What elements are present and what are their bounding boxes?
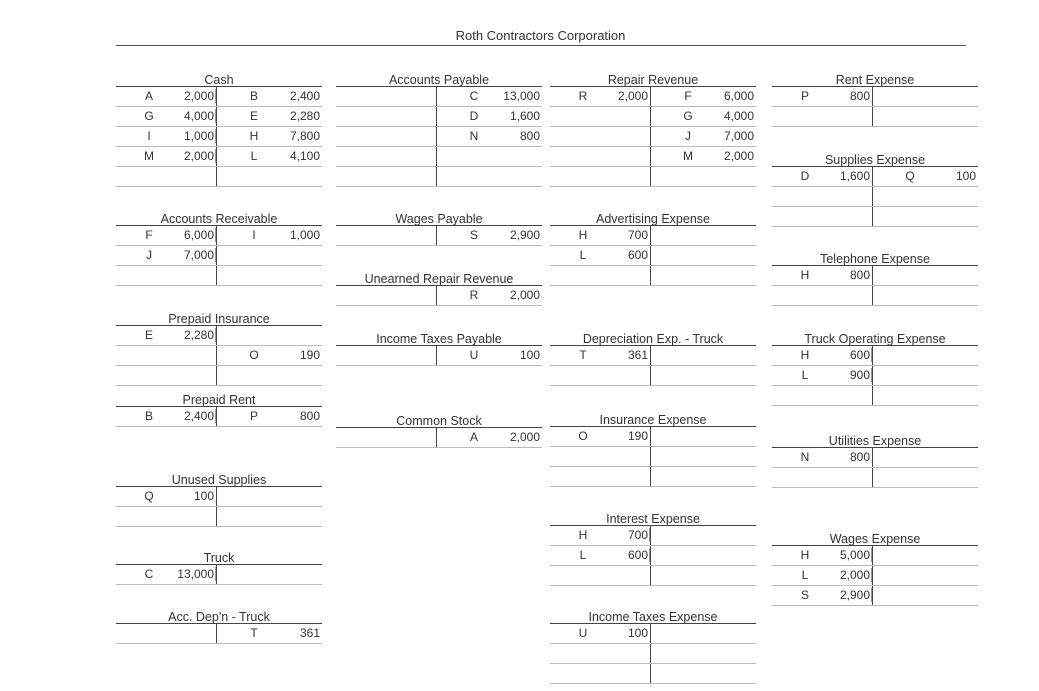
- debit-entry: [550, 228, 756, 244]
- row-rule: [772, 285, 978, 286]
- row-rule: [550, 126, 756, 127]
- entry-letter: O: [249, 348, 259, 362]
- debit-entry: [772, 548, 978, 564]
- account-name: Income Taxes Expense: [588, 610, 718, 624]
- entry-letter: A: [469, 430, 478, 444]
- row-rule: [550, 186, 756, 187]
- entry-amount: 800: [519, 129, 540, 143]
- account-top-rule: [550, 623, 756, 624]
- entry-amount: 1,600: [509, 109, 540, 123]
- entry-amount: 2,400: [156, 409, 216, 423]
- entry-amount: 2,000: [156, 149, 216, 163]
- entry-letter: F: [684, 89, 692, 103]
- row-rule: [336, 126, 542, 127]
- row-rule: [550, 486, 756, 487]
- row-rule: [772, 467, 978, 468]
- entry-letter: B: [249, 89, 258, 103]
- debit-entry: [772, 268, 978, 284]
- row-rule: [550, 466, 756, 467]
- debit-entry: [772, 89, 978, 105]
- account-top-rule: [772, 265, 978, 266]
- row-rule: [116, 166, 322, 167]
- credit-entry: [336, 430, 542, 446]
- account-top-rule: [772, 447, 978, 448]
- account-name: Wages Payable: [395, 212, 483, 226]
- credit-entry: [116, 409, 322, 425]
- entry-amount: 190: [627, 429, 648, 443]
- entry-amount: 6,000: [156, 228, 216, 242]
- entry-amount: 4,000: [723, 109, 754, 123]
- row-rule: [116, 584, 322, 585]
- entry-letter: L: [579, 248, 587, 262]
- entry-letter: L: [579, 548, 587, 562]
- entry-letter: C: [144, 567, 154, 581]
- row-rule: [336, 365, 542, 366]
- entry-letter: T: [250, 626, 258, 640]
- entry-amount: 700: [590, 528, 650, 542]
- entry-amount: 800: [299, 409, 320, 423]
- account-top-rule: [550, 525, 756, 526]
- entry-letter: E: [249, 109, 258, 123]
- row-rule: [550, 106, 756, 107]
- credit-entry: [336, 228, 542, 244]
- row-rule: [772, 487, 978, 488]
- account-top-rule: [336, 285, 542, 286]
- debit-entry: [550, 548, 756, 564]
- entry-letter: U: [469, 348, 479, 362]
- entry-letter: Q: [144, 489, 154, 503]
- account-name: Unearned Repair Revenue: [364, 272, 514, 286]
- entry-letter: F: [145, 228, 153, 242]
- entry-amount: 7,000: [723, 129, 754, 143]
- entry-letter: D: [800, 169, 810, 183]
- credit-entry: [550, 149, 756, 165]
- entry-amount: 800: [849, 450, 870, 464]
- row-rule: [116, 265, 322, 266]
- entry-letter: H: [578, 528, 588, 542]
- debit-entry: [772, 568, 978, 584]
- account-name: Prepaid Insurance: [168, 312, 270, 326]
- entry-letter: S: [469, 228, 478, 242]
- row-rule: [336, 166, 542, 167]
- account-name: Rent Expense: [835, 73, 915, 87]
- row-rule: [336, 146, 542, 147]
- account-name: Repair Revenue: [607, 73, 699, 87]
- entry-letter: M: [683, 149, 693, 163]
- account-name: Cash: [204, 73, 234, 87]
- debit-entry: [116, 489, 322, 505]
- account-top-rule: [772, 166, 978, 167]
- row-rule: [772, 226, 978, 227]
- debit-entry: [550, 626, 756, 642]
- credit-entry: [116, 129, 322, 145]
- entry-letter: J: [685, 129, 691, 143]
- entry-letter: E: [144, 328, 153, 342]
- account-name: Utilities Expense: [828, 434, 922, 448]
- entry-amount: 800: [849, 268, 870, 282]
- entry-letter: O: [578, 429, 588, 443]
- entry-amount: 4,000: [156, 109, 216, 123]
- entry-amount: 7,800: [289, 129, 320, 143]
- entry-letter: G: [683, 109, 693, 123]
- account-top-rule: [116, 623, 322, 624]
- row-rule: [550, 663, 756, 664]
- entry-letter: D: [469, 109, 479, 123]
- title-rule: [116, 45, 966, 46]
- debit-entry: [550, 528, 756, 544]
- account-name: Interest Expense: [606, 512, 700, 526]
- account-name: Prepaid Rent: [182, 393, 256, 407]
- account-name: Truck: [203, 551, 235, 565]
- entry-amount: 4,100: [289, 149, 320, 163]
- row-rule: [550, 285, 756, 286]
- credit-entry: [336, 348, 542, 364]
- entry-amount: 1,600: [839, 169, 870, 183]
- account-name: Supplies Expense: [824, 153, 926, 167]
- debit-entry: [772, 588, 978, 604]
- row-rule: [116, 285, 322, 286]
- entry-letter: G: [144, 109, 154, 123]
- entry-amount: 2,000: [812, 568, 872, 582]
- row-rule: [772, 565, 978, 566]
- account-name: Accounts Payable: [388, 73, 490, 87]
- row-rule: [550, 683, 756, 684]
- entry-amount: 13,000: [503, 89, 540, 103]
- entry-letter: J: [146, 248, 152, 262]
- account-top-rule: [116, 325, 322, 326]
- credit-entry: [550, 129, 756, 145]
- row-rule: [116, 643, 322, 644]
- account-top-rule: [116, 564, 322, 565]
- entry-letter: I: [252, 228, 256, 242]
- debit-entry: [550, 248, 756, 264]
- row-rule: [116, 146, 322, 147]
- account-top-rule: [772, 545, 978, 546]
- debit-entry: [772, 450, 978, 466]
- entry-letter: C: [469, 89, 479, 103]
- entry-letter: Q: [905, 169, 915, 183]
- entry-amount: 800: [849, 89, 870, 103]
- entry-letter: T: [579, 348, 587, 362]
- credit-entry: [336, 89, 542, 105]
- entry-amount: 900: [812, 368, 872, 382]
- row-rule: [550, 365, 756, 366]
- entry-amount: 100: [955, 169, 976, 183]
- row-rule: [116, 126, 322, 127]
- row-rule: [116, 506, 322, 507]
- entry-amount: 100: [519, 348, 540, 362]
- row-rule: [116, 385, 322, 386]
- row-rule: [550, 585, 756, 586]
- account-name: Common Stock: [396, 414, 482, 428]
- row-rule: [336, 186, 542, 187]
- row-rule: [550, 545, 756, 546]
- row-rule: [336, 245, 542, 246]
- row-rule: [772, 206, 978, 207]
- entry-amount: 2,000: [509, 288, 540, 302]
- row-rule: [116, 186, 322, 187]
- row-rule: [772, 585, 978, 586]
- debit-entry: [550, 429, 756, 445]
- entry-letter: R: [578, 89, 588, 103]
- entry-letter: U: [578, 626, 588, 640]
- row-rule: [116, 365, 322, 366]
- account-name: Accounts Receivable: [160, 212, 278, 226]
- account-name: Unused Supplies: [171, 473, 267, 487]
- account-top-rule: [116, 86, 322, 87]
- credit-entry: [116, 348, 322, 364]
- row-rule: [550, 643, 756, 644]
- row-rule: [772, 305, 978, 306]
- entry-amount: 2,280: [289, 109, 320, 123]
- entry-amount: 100: [627, 626, 648, 640]
- account-top-rule: [116, 225, 322, 226]
- credit-entry: [116, 89, 322, 105]
- account-top-rule: [336, 345, 542, 346]
- entry-letter: M: [144, 149, 154, 163]
- row-rule: [116, 526, 322, 527]
- page-title: Roth Contractors Corporation: [455, 28, 626, 43]
- credit-entry: [116, 228, 322, 244]
- entry-letter: N: [469, 129, 479, 143]
- entry-amount: 2,280: [156, 328, 216, 342]
- entry-letter: S: [800, 588, 809, 602]
- entry-amount: 2,000: [723, 149, 754, 163]
- entry-amount: 600: [590, 548, 650, 562]
- entry-amount: 600: [627, 248, 648, 262]
- account-top-rule: [336, 86, 542, 87]
- row-rule: [772, 605, 978, 606]
- account-name: Truck Operating Expense: [804, 332, 946, 346]
- account-name: Income Taxes Payable: [376, 332, 502, 346]
- account-top-rule: [550, 86, 756, 87]
- row-rule: [336, 447, 542, 448]
- row-rule: [116, 245, 322, 246]
- entry-amount: 5,000: [812, 548, 872, 562]
- debit-entry: [772, 348, 978, 364]
- row-rule: [550, 446, 756, 447]
- account-name: Acc. Dep'n - Truck: [168, 610, 270, 624]
- credit-entry: [550, 109, 756, 125]
- account-top-rule: [336, 225, 542, 226]
- credit-entry: [116, 626, 322, 642]
- entry-letter: B: [144, 409, 153, 423]
- credit-entry: [336, 109, 542, 125]
- credit-entry: [336, 288, 542, 304]
- entry-letter: N: [800, 450, 810, 464]
- row-rule: [550, 166, 756, 167]
- entry-letter: I: [147, 129, 151, 143]
- row-rule: [336, 106, 542, 107]
- debit-entry: [772, 368, 978, 384]
- row-rule: [116, 426, 322, 427]
- account-name: Wages Expense: [829, 532, 921, 546]
- debit-entry: [116, 567, 322, 583]
- entry-amount: 2,900: [812, 588, 872, 602]
- entry-amount: 2,400: [289, 89, 320, 103]
- entry-amount: 1,000: [289, 228, 320, 242]
- row-rule: [772, 126, 978, 127]
- row-rule: [550, 565, 756, 566]
- entry-letter: L: [801, 568, 809, 582]
- row-rule: [772, 405, 978, 406]
- row-rule: [550, 245, 756, 246]
- account-name: Depreciation Exp. - Truck: [582, 332, 724, 346]
- row-rule: [772, 106, 978, 107]
- entry-letter: A: [144, 89, 153, 103]
- row-rule: [550, 385, 756, 386]
- row-rule: [772, 365, 978, 366]
- entry-amount: 700: [627, 228, 648, 242]
- row-rule: [550, 146, 756, 147]
- debit-entry: [116, 328, 322, 344]
- entry-amount: 1,000: [156, 129, 216, 143]
- entry-amount: 7,000: [156, 248, 216, 262]
- debit-entry: [116, 248, 322, 264]
- entry-letter: P: [800, 89, 809, 103]
- entry-letter: L: [801, 368, 809, 382]
- account-top-rule: [336, 427, 542, 428]
- credit-entry: [116, 149, 322, 165]
- account-top-rule: [550, 225, 756, 226]
- row-rule: [116, 345, 322, 346]
- entry-amount: 361: [299, 626, 320, 640]
- entry-amount: 2,000: [617, 89, 648, 103]
- entry-letter: H: [800, 548, 810, 562]
- entry-letter: H: [800, 348, 810, 362]
- entry-letter: R: [469, 288, 479, 302]
- credit-entry: [772, 169, 978, 185]
- account-name: Advertising Expense: [596, 212, 710, 226]
- row-rule: [550, 265, 756, 266]
- entry-amount: 13,000: [156, 567, 216, 581]
- entry-amount: 100: [193, 489, 214, 503]
- entry-amount: 6,000: [723, 89, 754, 103]
- entry-amount: 600: [812, 348, 872, 362]
- account-name: Telephone Expense: [820, 252, 930, 266]
- row-rule: [336, 305, 542, 306]
- entry-amount: 2,900: [509, 228, 540, 242]
- entry-letter: H: [249, 129, 259, 143]
- account-top-rule: [772, 345, 978, 346]
- entry-amount: 2,000: [509, 430, 540, 444]
- entry-letter: H: [800, 268, 810, 282]
- entry-amount: 190: [299, 348, 320, 362]
- account-top-rule: [116, 486, 322, 487]
- row-rule: [116, 106, 322, 107]
- entry-letter: P: [249, 409, 258, 423]
- account-top-rule: [772, 86, 978, 87]
- account-top-rule: [116, 406, 322, 407]
- account-name: Insurance Expense: [599, 413, 707, 427]
- row-rule: [772, 186, 978, 187]
- entry-letter: L: [250, 149, 258, 163]
- account-top-rule: [550, 426, 756, 427]
- credit-entry: [336, 129, 542, 145]
- credit-entry: [550, 89, 756, 105]
- row-rule: [772, 385, 978, 386]
- entry-amount: 361: [627, 348, 648, 362]
- debit-entry: [550, 348, 756, 364]
- account-top-rule: [550, 345, 756, 346]
- entry-letter: H: [578, 228, 588, 242]
- entry-amount: 2,000: [156, 89, 216, 103]
- credit-entry: [116, 109, 322, 125]
